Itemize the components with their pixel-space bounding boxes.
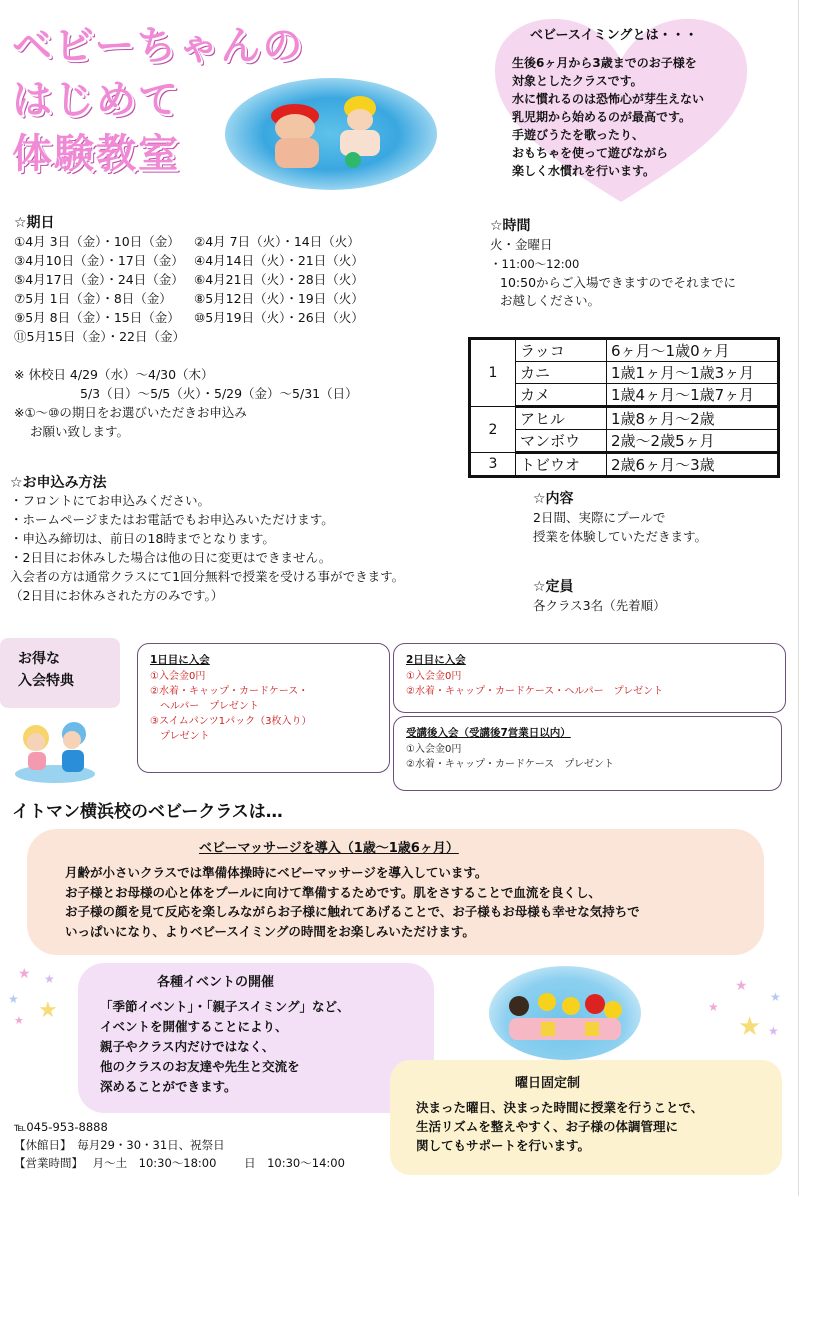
events-line: 他のクラスのお友達や先生と交流を — [100, 1059, 300, 1074]
benefit-day1-box — [137, 643, 390, 773]
benefit-item: ①入会金0円 — [406, 671, 462, 682]
class-name: カメ — [516, 384, 607, 407]
about-line: 水に慣れるのは恐怖心が芽生えない — [512, 92, 705, 106]
apply-line: ・2日目にお休みした場合は他の日に変更はできません。 — [10, 550, 332, 565]
apply-line: ・フロントにてお申込みください。 — [10, 493, 211, 508]
events-title: 各種イベントの開催 — [157, 975, 275, 990]
benefit-label-line: 入会特典 — [18, 673, 74, 689]
events-line: 「季節イベント」・「親子スイミング」など、 — [100, 999, 350, 1014]
weekday-line: 関してもサポートを行います。 — [416, 1138, 591, 1153]
schedule-row — [14, 289, 364, 307]
about-line: 乳児期から始めるのが最高です。 — [512, 110, 692, 124]
class-table — [468, 337, 780, 478]
about-line: おもちゃを使って遊びながら — [512, 146, 669, 160]
schedule-date: ③4月10日（金）・17日（金） — [14, 253, 184, 268]
title-line-1: ベビーちゃんの — [12, 23, 305, 69]
schedule-date: ⑤4月17日（金）・24日（金） — [14, 272, 184, 287]
class-group: 3 — [470, 453, 516, 477]
benefit-item: ヘルパー プレゼント — [150, 701, 259, 712]
content-line-2: 授業を体験していただきます。 — [533, 529, 708, 544]
footer-closed: 【休館日】 毎月29・30・31日、祝祭日 — [14, 1138, 225, 1152]
schedule-row — [14, 270, 364, 288]
class-name: ラッコ — [516, 339, 607, 362]
events-line: 深めることができます。 — [100, 1079, 237, 1094]
benefit-day2-title: 2日目に入会 — [406, 654, 466, 666]
table-row — [470, 362, 779, 384]
class-age: 1歳8ヶ月～2歳 — [607, 407, 779, 430]
benefit-after-box — [393, 716, 782, 791]
about-text — [512, 54, 752, 180]
benefit-item: ②水着・キャップ・カードケース プレゼント — [406, 759, 614, 770]
schedule-date: ⑦5月 1日（金）・8日（金） — [14, 291, 172, 306]
schedule-date: ⑩5月19日（火）・26日（火） — [194, 310, 364, 325]
capacity-text: 各クラス3名（先着順） — [533, 598, 666, 613]
schedule-heading: ☆期日 — [14, 215, 55, 231]
massage-line: いっぱいになり、よりベビースイミングの時間をお楽しみいただけます。 — [65, 923, 475, 939]
schedule-row — [14, 251, 364, 269]
events-line: イベントを開催することにより、 — [100, 1019, 288, 1034]
schedule-row — [14, 308, 364, 326]
schedule-date: ④4月14日（火）・21日（火） — [194, 253, 364, 268]
apply-line: 入会者の方は通常クラスにて1回分無料で授業を受ける事ができます。 — [10, 569, 405, 584]
schedule-row — [14, 327, 185, 345]
star-icon: ★ — [44, 972, 55, 986]
holiday-line-1: ※ 休校日 4/29（水）～4/30（木） — [14, 367, 214, 382]
star-icon: ★ — [770, 990, 781, 1004]
events-line: 親子やクラス内だけではなく、 — [100, 1039, 275, 1054]
massage-text — [65, 863, 640, 941]
footer-hours-label: 【営業時間】 — [14, 1156, 83, 1170]
about-title: ベビースイミングとは・・・ — [530, 28, 698, 43]
apply-heading: ☆お申込み方法 — [10, 475, 107, 491]
star-icon: ★ — [18, 966, 31, 982]
benefit-label-line: お得な — [18, 651, 60, 667]
capacity-heading: ☆定員 — [533, 579, 574, 595]
schedule-date: ⑧5月12日（火）・19日（火） — [194, 291, 364, 306]
table-row — [470, 453, 779, 477]
benefit-after-title: 受講後入会（受講後7営業日以内） — [406, 727, 571, 739]
class-age: 1歳4ヶ月～1歳7ヶ月 — [607, 384, 779, 407]
class-name: トビウオ — [516, 453, 607, 477]
content-line-1: 2日間、実際にプールで — [533, 510, 666, 525]
benefit-item: ③スイムパンツ1パック（3枚入り） — [150, 716, 312, 727]
benefit-label — [18, 648, 74, 692]
footer-hours-weekday: 月～土 10:30～18:00 — [92, 1156, 217, 1170]
schedule-date: ⑥4月21日（火）・28日（火） — [194, 272, 364, 287]
massage-line: お子様とお母様の心と体をプールに向けて準備するためです。肌をさすることで血流を良くし、 — [65, 884, 601, 900]
title-line-3: 体験教室 — [12, 131, 180, 177]
footer-tel: ℡045-953-8888 — [14, 1120, 108, 1134]
class-group: 1 — [470, 339, 516, 407]
time-note-2: お越しください。 — [500, 293, 601, 308]
class-age: 2歳～2歳5ヶ月 — [607, 430, 779, 453]
schedule-date: ⑪5月15日（金）・22日（金） — [14, 329, 186, 344]
time-heading: ☆時間 — [490, 218, 531, 234]
events-box — [78, 963, 434, 1113]
apply-lines — [10, 491, 404, 605]
title-line-2: はじめて — [12, 77, 180, 123]
about-line: 手遊びうたを歌ったり、 — [512, 128, 645, 142]
footer-hours — [14, 1154, 345, 1172]
class-name: カニ — [516, 362, 607, 384]
benefit-day1-title: 1日目に入会 — [150, 654, 210, 666]
table-row — [470, 384, 779, 407]
benefit-item: ②水着・キャップ・カードケース・ヘルパー プレゼント — [406, 686, 664, 697]
star-icon: ★ — [768, 1024, 779, 1038]
massage-line: 月齢が小さいクラスでは準備体操時にベビーマッサージを導入しています。 — [65, 865, 488, 880]
schedule-note-1: ※①～⑩の期日をお選びいただきお申込み — [14, 405, 247, 420]
weekday-box — [390, 1060, 782, 1175]
schedule-note-2: お願い致します。 — [30, 424, 130, 439]
star-icon: ★ — [8, 992, 19, 1006]
about-line: 対象としたクラスです。 — [512, 74, 643, 88]
group-photo — [489, 966, 641, 1060]
baby-class-heading: イトマン横浜校のベビークラスは… — [12, 802, 283, 822]
class-name: マンボウ — [516, 430, 607, 453]
time-note-1: 10:50からご入場できますのでそれまでに — [500, 275, 737, 290]
star-icon: ★ — [14, 1014, 24, 1027]
about-line: 楽しく水慣れを行います。 — [512, 164, 656, 178]
benefit-item: ①入会金0円 — [150, 671, 206, 682]
weekday-line: 決まった曜日、決まった時間に授業を行うことで、 — [416, 1100, 704, 1115]
apply-line: ・ホームページまたはお電話でもお申込みいただけます。 — [10, 512, 334, 527]
pool-photo — [225, 78, 437, 190]
holiday-line-2: 5/3（日）～5/5（火）・5/29（金）～5/31（日） — [80, 386, 358, 401]
benefit-item: プレゼント — [150, 731, 210, 742]
star-icon: ★ — [738, 1012, 762, 1042]
footer — [14, 1118, 345, 1172]
benefit-day2-box — [393, 643, 786, 713]
schedule-row — [14, 232, 360, 250]
class-name: アヒル — [516, 407, 607, 430]
table-row — [470, 339, 779, 362]
table-row — [470, 407, 779, 430]
star-icon: ★ — [735, 978, 748, 994]
schedule-date: ②4月 7日（火）・14日（火） — [194, 234, 360, 249]
apply-line: ・申込み締切は、前日の18時までとなります。 — [10, 531, 275, 546]
benefit-label-box — [0, 638, 120, 708]
about-line: 生後6ヶ月から3歳までのお子様を — [512, 56, 697, 70]
time-hours: ・11:00～12:00 — [490, 257, 580, 271]
table-row — [470, 430, 779, 453]
massage-title: ベビーマッサージを導入（1歳～1歳6ヶ月） — [199, 841, 459, 856]
weekday-line: 生活リズムを整えやすく、お子様の体調管理に — [416, 1119, 679, 1134]
massage-box — [27, 829, 764, 955]
star-icon: ★ — [708, 1000, 719, 1014]
weekday-text — [416, 1098, 703, 1155]
content-heading: ☆内容 — [533, 491, 574, 507]
time-days: 火・金曜日 — [490, 237, 553, 252]
mother-child-illustration — [14, 712, 96, 784]
class-age: 2歳6ヶ月～3歳 — [607, 453, 779, 477]
class-group: 2 — [470, 407, 516, 453]
benefit-item: ②水着・キャップ・カードケース・ — [150, 686, 309, 697]
benefit-item: ①入会金0円 — [406, 744, 462, 755]
apply-line: （2日目にお休みされた方のみです。） — [10, 588, 224, 603]
class-age: 1歳1ヶ月～1歳3ヶ月 — [607, 362, 779, 384]
schedule-date: ①4月 3日（金）・10日（金） — [14, 234, 180, 249]
weekday-title: 曜日固定制 — [515, 1076, 581, 1091]
schedule-date: ⑨5月 8日（金）・15日（金） — [14, 310, 180, 325]
massage-line: お子様の顔を見て反応を楽しみながらお子様に触れてあげることで、お子様もお母様も幸せな気持ちで — [65, 904, 640, 919]
class-age: 6ヶ月～1歳0ヶ月 — [607, 339, 779, 362]
star-icon: ★ — [38, 998, 58, 1023]
events-text — [100, 997, 350, 1097]
footer-hours-sun: 日 10:30～14:00 — [244, 1156, 345, 1170]
